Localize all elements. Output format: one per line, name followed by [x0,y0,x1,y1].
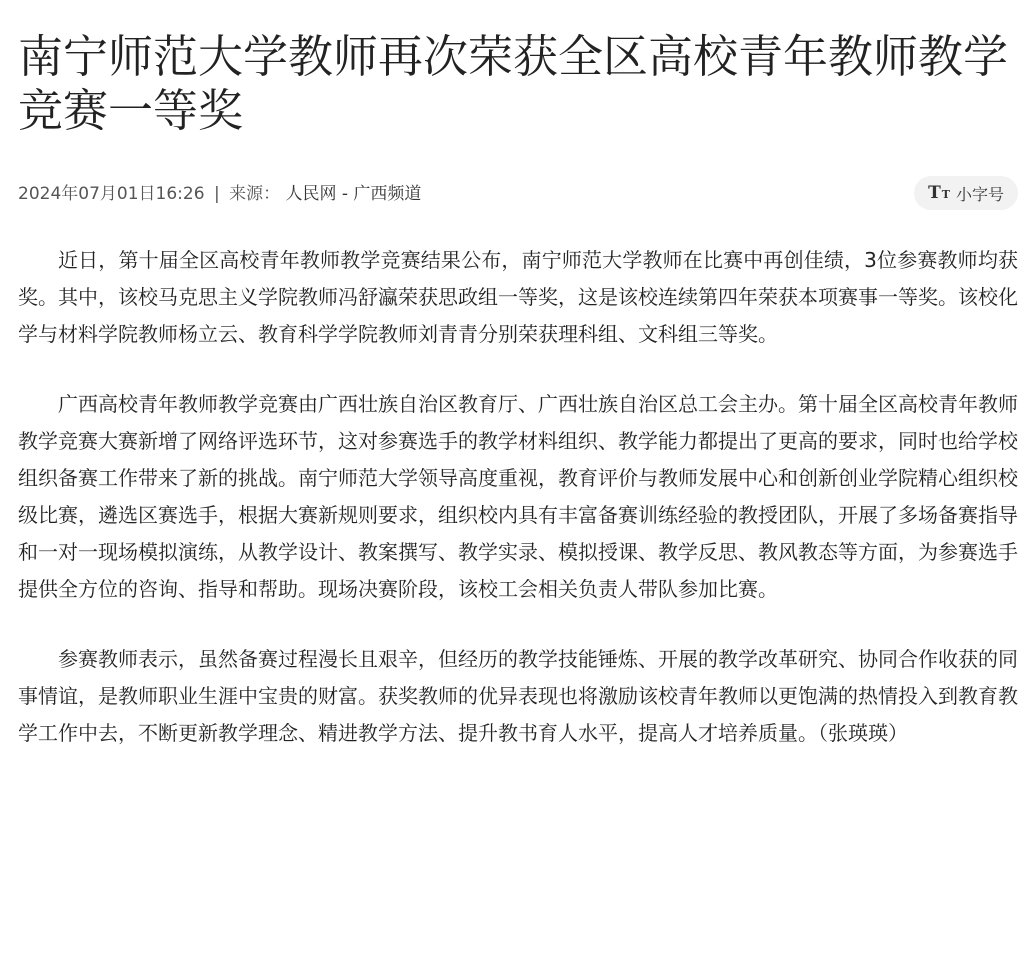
article-body [18,242,1018,752]
source-label: 来源： [229,184,281,204]
source-value: 人民网 - 广西频道 [285,184,422,204]
meta-row [18,176,1018,212]
text-size-icon: T T [928,183,950,203]
font-size-toggle-button[interactable] [914,176,1018,210]
paragraph: 广西高校青年教师教学竞赛由广西壮族自治区教育厅、广西壮族自治区总工会主办。第十届全区高校青年教师教学竞赛大赛新增了网络评选环节，这对参赛选手的教学材料组织、教学能力都提出了更高的要求，同时也给学校组织备赛工作带来了新的挑战。南宁师范大学领导高度重视，教育评价与教师发展中心和创新创业学院精心组织校级比赛，遴选区赛选手，根据大赛新规则要求，组织校内具有丰富备赛训练经验的教授团队，开展了多场备赛指导和一对一现场模拟演练，从教学设计、教案撰写、教学实录、模拟授课、教学反思、教风教态等方面，为参赛选手提供全方位的咨询、指导和帮助。现场决赛阶段，该校工会相关负责人带队参加比赛。 [18,392,1018,601]
paragraph: 近日，第十届全区高校青年教师教学竞赛结果公布，南宁师范大学教师在比赛中再创佳绩，3位参赛教师均获奖。其中，该校马克思主义学院教师冯舒瀛荣获思政组一等奖，这是该校连续第四年荣获本项赛事一等奖。该校化学与材料学院教师杨立云、教育科学学院教师刘青青分别荣获理科组、文科组三等奖。 [18,248,1018,346]
font-size-toggle-label: 小字号 [955,184,1004,204]
paragraph: 参赛教师表示，虽然备赛过程漫长且艰辛，但经历的教学技能锤炼、开展的教学改革研究、协同合作收获的同事情谊，是教师职业生涯中宝贵的财富。获奖教师的优异表现也将激励该校青年教师以更饱满的热情投入到教育教学工作中去，不断更新教学理念、精进教学方法、提升教书育人水平，提高人才培养质量。（张瑛瑛） [18,647,1018,745]
article-meta [18,182,421,206]
article-title: 南宁师范大学教师再次荣获全区高校青年教师教学竞赛一等奖 [18,30,1009,137]
publish-date: 2024年07月01日16:26 [18,184,205,204]
meta-separator: | [213,184,220,204]
article [18,0,1018,785]
